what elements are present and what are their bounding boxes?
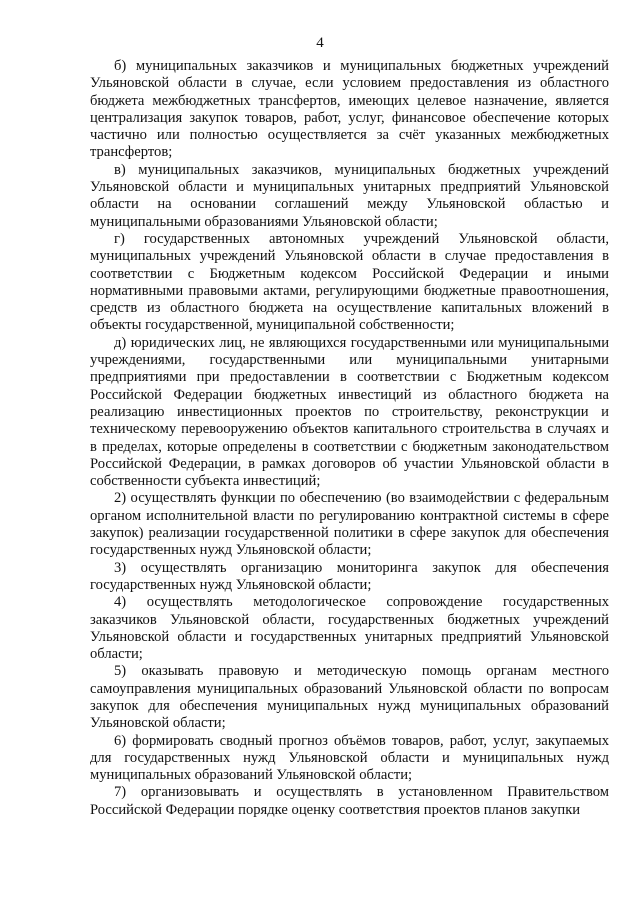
paragraph-item-d: д) юридических лиц, не являющихся государственными или муниципальными учреждениями, государственными или муниципальными унитарными предприятиями при предоставлении в соответствии с Бюджетным кодексом Российской Федерации бюджетных инвестиций из областного бюджета на реализацию инвестиционных проектов по строительству, реконструкции и техническому перевооружению объектов капитального строительства в случаях и в пределах, которые определены в соответствии с бюджетным законодательством Российской Федерации, в рамках договоров об участии Ульяновской области в собственности субъекта инвестиций; <box>90 334 609 490</box>
paragraph-item-g: г) государственных автономных учреждений Ульяновской области, муниципальных учреждений Ульяновской области в случае предоставления в соответствии с Бюджетным кодексом Российской Федерации и иными нормативными правовыми актами, регулирующими бюджетные правоотношения, средств из областного бюджета на осуществление капитальных вложений в объекты государственной, муниципальной собственности; <box>90 230 609 334</box>
paragraph-point-5: 5) оказывать правовую и методическую помощь органам местного самоуправления муниципальных образований Ульяновской области по вопросам закупок для обеспечения муниципальных нужд муниципальных образований Ульяновской области; <box>90 663 609 732</box>
page-number: 4 <box>316 35 324 51</box>
paragraph-point-3: 3) осуществлять организацию мониторинга закупок для обеспечения государственных нужд Ульяновской области; <box>90 559 609 593</box>
paragraph-item-v: в) муниципальных заказчиков, муниципальных бюджетных учреждений Ульяновской области и муниципальных унитарных предприятий Ульяновской области на основании соглашений между Ульяновской областью и муниципальными образованиями Ульяновской области; <box>90 161 609 230</box>
paragraph-point-4: 4) осуществлять методологическое сопровождение государственных заказчиков Ульяновской области, государственных бюджетных учреждений Ульяновской области и государственных унитарных предприятий Ульяновской области; <box>90 594 609 663</box>
paragraph-point-6: 6) формировать сводный прогноз объёмов товаров, работ, услуг, закупаемых для государственных нужд Ульяновской области и муниципальных нужд муниципальных образований Ульяновской области; <box>90 732 609 784</box>
paragraph-point-2: 2) осуществлять функции по обеспечению (во взаимодействии с федеральным органом исполнительной власти по регулированию контрактной системы в сфере закупок) реализации государственной политики в сфере закупок для обеспечения государственных нужд Ульяновской области; <box>90 490 609 559</box>
paragraph-item-b: б) муниципальных заказчиков и муниципальных бюджетных учреждений Ульяновской области в случае, если условием предоставления из областного бюджета межбюджетных трансфертов, имеющих целевое назначение, является централизация закупок товаров, работ, услуг, финансовое обеспечение которых частично или полностью осуществляется за счёт указанных межбюджетных трансфертов; <box>90 58 609 161</box>
paragraph-point-7: 7) организовывать и осуществлять в установленном Правительством Российской Федерации порядке оценку соответствия проектов планов закупки <box>90 784 609 818</box>
document-body <box>90 58 609 819</box>
